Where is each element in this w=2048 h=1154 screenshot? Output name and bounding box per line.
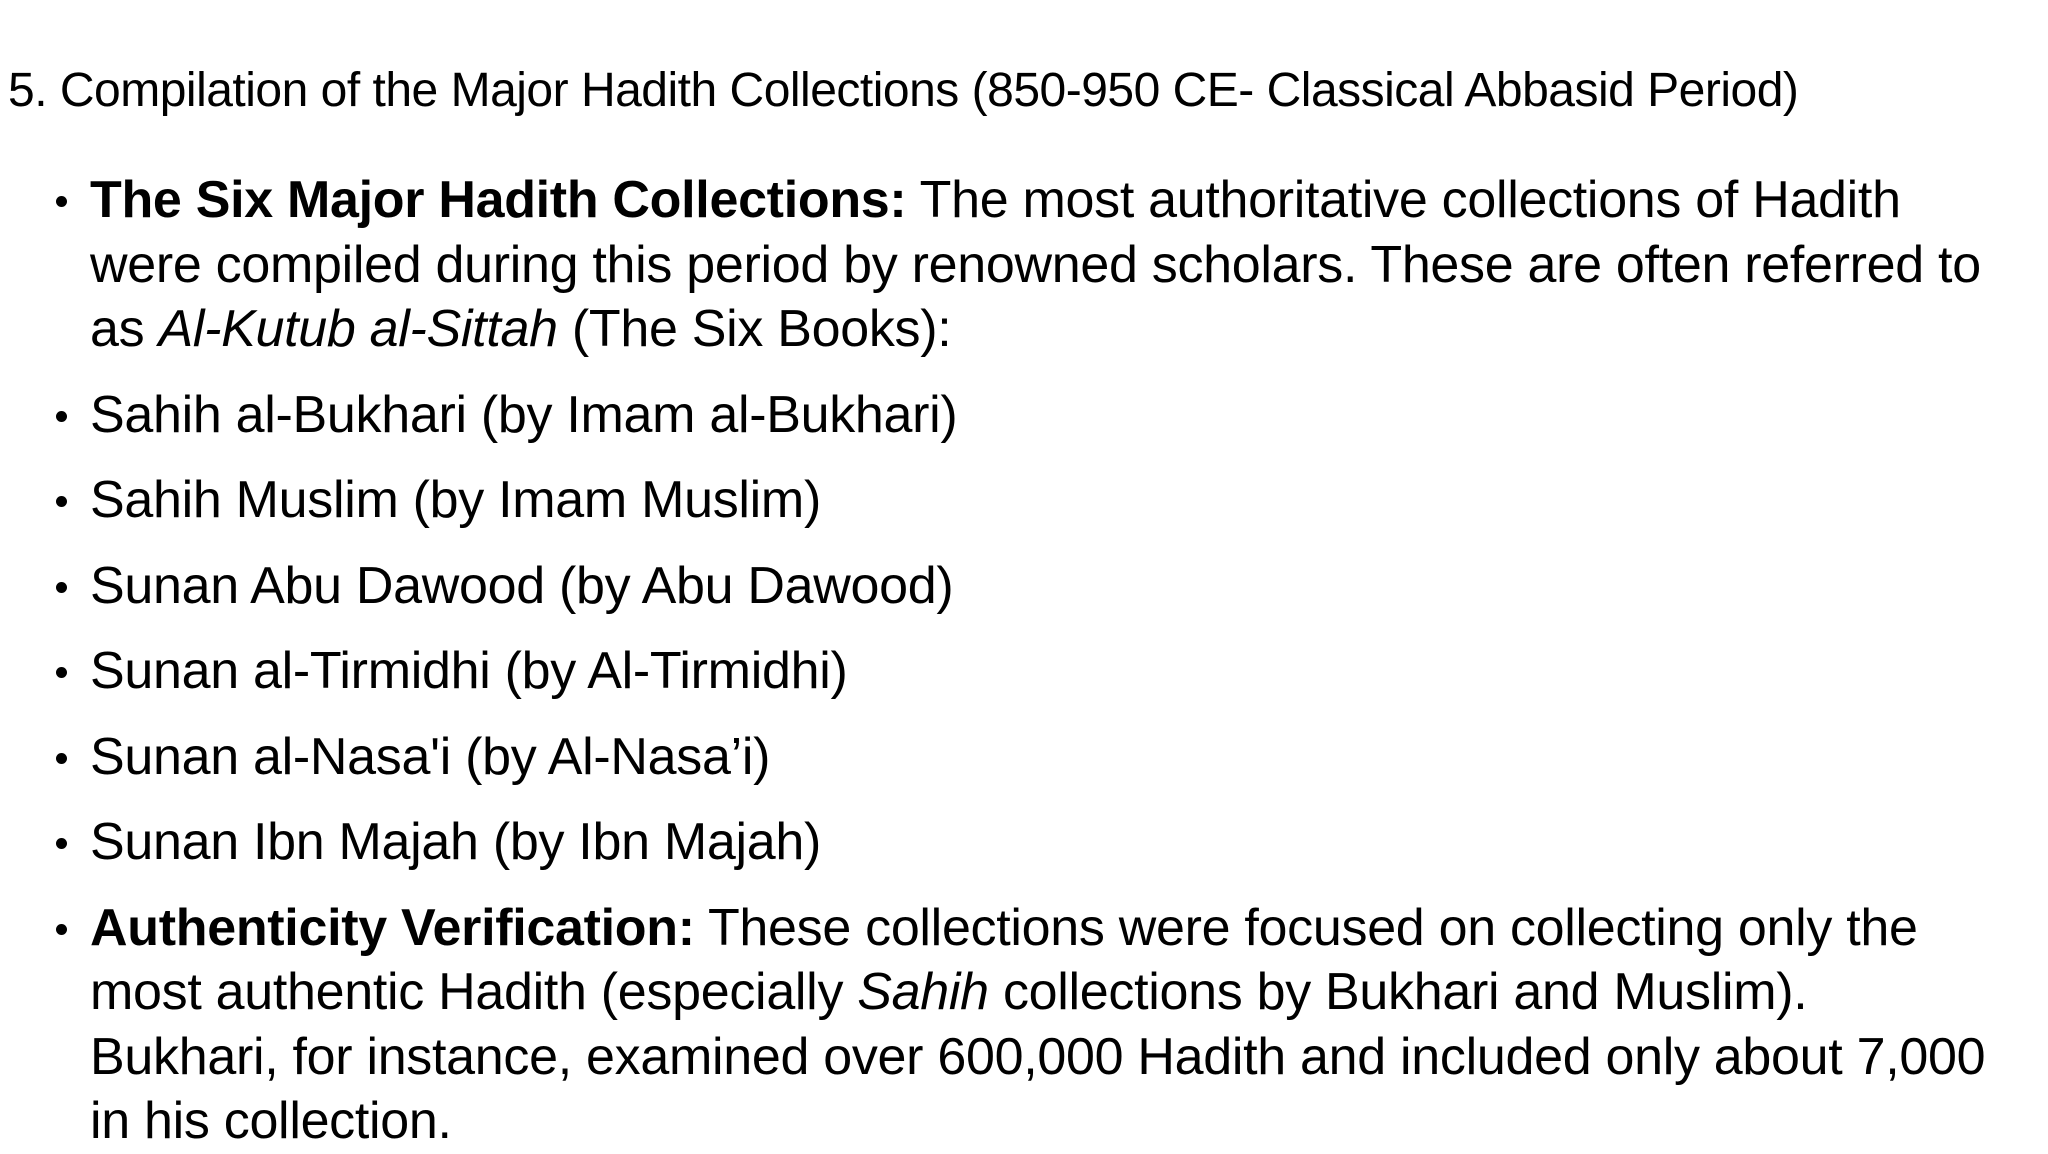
bullet-sunan-ibn-majah (0, 810, 2048, 875)
bullet-text: Sunan al-Tirmidhi (by Al-Tirmidhi) (90, 642, 848, 700)
bullet-dot-icon (56, 838, 67, 849)
bullet-text: These collections were focused on collecting only the most authentic Hadith (especially (90, 898, 1918, 1021)
bullet-dot-icon (56, 753, 67, 764)
bullet-six-major-collections (0, 168, 2048, 362)
bullet-lead: The Six Major Hadith Collections: (90, 171, 907, 229)
bullet-text: Sunan Abu Dawood (by Abu Dawood) (90, 556, 954, 615)
bullet-lead: Authenticity Verification: (90, 898, 695, 957)
bullet-sunan-tirmidhi (0, 639, 2048, 704)
bullet-italic-text: Al-Kutub al-Sittah (158, 300, 558, 358)
bullet-text: Sunan al-Nasa'i (by Al-Nasa’i) (90, 727, 771, 786)
bullet-text: Sunan Ibn Majah (by Ibn Majah) (90, 813, 821, 871)
bullet-list (0, 168, 2048, 1154)
bullet-dot-icon (56, 667, 67, 678)
bullet-sunan-nasai (0, 725, 2048, 790)
bullet-sahih-muslim (0, 468, 2048, 533)
bullet-dot-icon (56, 496, 67, 507)
bullet-dot-icon (56, 196, 67, 207)
bullet-dot-icon (56, 924, 67, 935)
bullet-text: The most authoritative collections of Hadith were compiled during this period by renowned scholars. These are often referred to as (90, 171, 1981, 358)
bullet-italic-text: Sahih (857, 963, 989, 1021)
bullet-dot-icon (56, 411, 67, 422)
bullet-text: (The Six Books): (557, 300, 952, 358)
bullet-text: Sahih al-Bukhari (by Imam al-Bukhari) (90, 385, 958, 444)
slide-title: 5. Compilation of the Major Hadith Collections (850-950 CE- Classical Abbasid Period) (8, 64, 1799, 117)
bullet-sunan-abu-dawood (0, 554, 2048, 619)
bullet-text: Sahih Muslim (by Imam Muslim) (90, 471, 821, 529)
bullet-authenticity-verification (0, 896, 2048, 1154)
bullet-text: collections by Bukhari and Muslim). Bukhari, for instance, examined over 600,000 Hadith and included only about 7,000 in his collection. (90, 963, 1986, 1150)
bullet-sahih-bukhari (0, 383, 2048, 448)
bullet-dot-icon (56, 582, 67, 593)
